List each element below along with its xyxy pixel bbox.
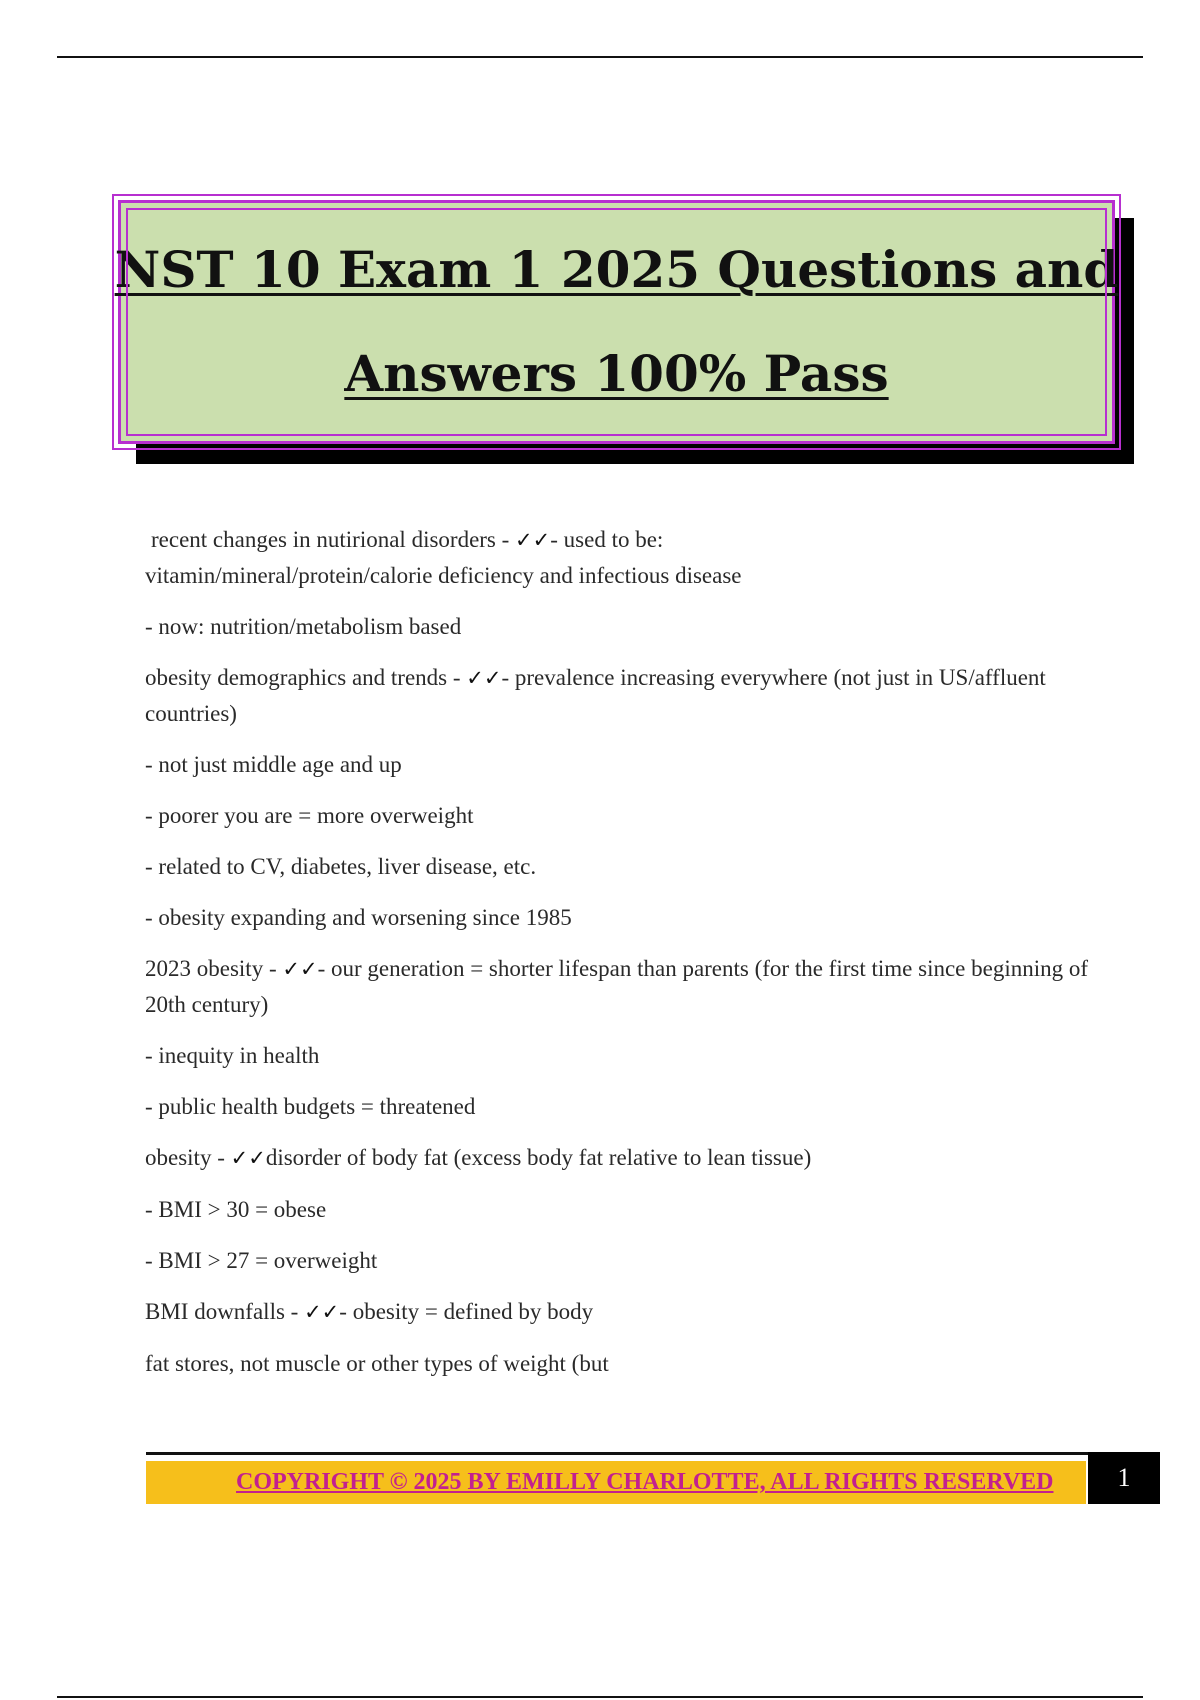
double-check-icon: ✓✓	[304, 1300, 340, 1324]
list-item: fat stores, not muscle or other types of weight (but	[145, 1351, 609, 1376]
double-check-icon: ✓✓	[282, 957, 318, 981]
qa-entry	[145, 1294, 1095, 1330]
entry-term: 2023 obesity -	[145, 956, 283, 981]
list-item: - public health budgets = threatened	[145, 1094, 476, 1119]
entry-answer: - prevalence increasing everywhere (not just in US/affluent countries)	[145, 665, 1046, 726]
entry-answer-continued: vitamin/mineral/protein/calorie deficiency and infectious disease	[145, 563, 742, 588]
entry-term: BMI downfalls -	[145, 1299, 305, 1324]
list-item: - now: nutrition/metabolism based	[145, 614, 462, 639]
list-item: - not just middle age and up	[145, 752, 402, 777]
entry-term: obesity -	[145, 1145, 231, 1170]
title-line-2: Answers 100% Pass	[344, 344, 889, 403]
title-line-1: NST 10 Exam 1 2025 Questions and	[114, 240, 1119, 299]
entry-answer: - our generation = shorter lifespan than parents (for the first time since beginning of 20th century)	[145, 956, 1089, 1017]
list-item: - inequity in health	[145, 1043, 320, 1068]
list-item: - BMI > 30 = obese	[145, 1197, 327, 1222]
bottom-rule	[57, 1696, 1143, 1698]
list-item: - BMI > 27 = overweight	[145, 1248, 378, 1273]
copyright-notice: COPYRIGHT © 2025 BY EMILLY CHARLOTTE, ALL RIGHTS RESERVED	[236, 1469, 1054, 1495]
list-item: - obesity expanding and worsening since 1985	[145, 905, 572, 930]
list-item: - related to CV, diabetes, liver disease, etc.	[145, 854, 537, 879]
qa-entry	[145, 522, 1095, 593]
entry-term: obesity demographics and trends -	[145, 665, 467, 690]
document-body	[145, 522, 1095, 1397]
double-check-icon: ✓✓	[230, 1146, 266, 1170]
title-box	[114, 200, 1119, 444]
entry-answer: disorder of body fat (excess body fat relative to lean tissue)	[265, 1145, 812, 1170]
qa-entry	[145, 951, 1095, 1022]
list-item: - poorer you are = more overweight	[145, 803, 474, 828]
footer-rule	[146, 1452, 1088, 1455]
top-rule	[57, 56, 1143, 58]
entry-answer: - obesity = defined by body	[339, 1299, 594, 1324]
footer-band	[146, 1461, 1086, 1504]
qa-entry	[145, 660, 1095, 731]
double-check-icon: ✓✓	[466, 666, 502, 690]
entry-term: recent changes in nutirional disorders -	[151, 527, 516, 552]
double-check-icon: ✓✓	[515, 528, 551, 552]
entry-answer: - used to be:	[550, 527, 664, 552]
page-number: 1	[1088, 1452, 1160, 1504]
qa-entry	[145, 1140, 1095, 1176]
